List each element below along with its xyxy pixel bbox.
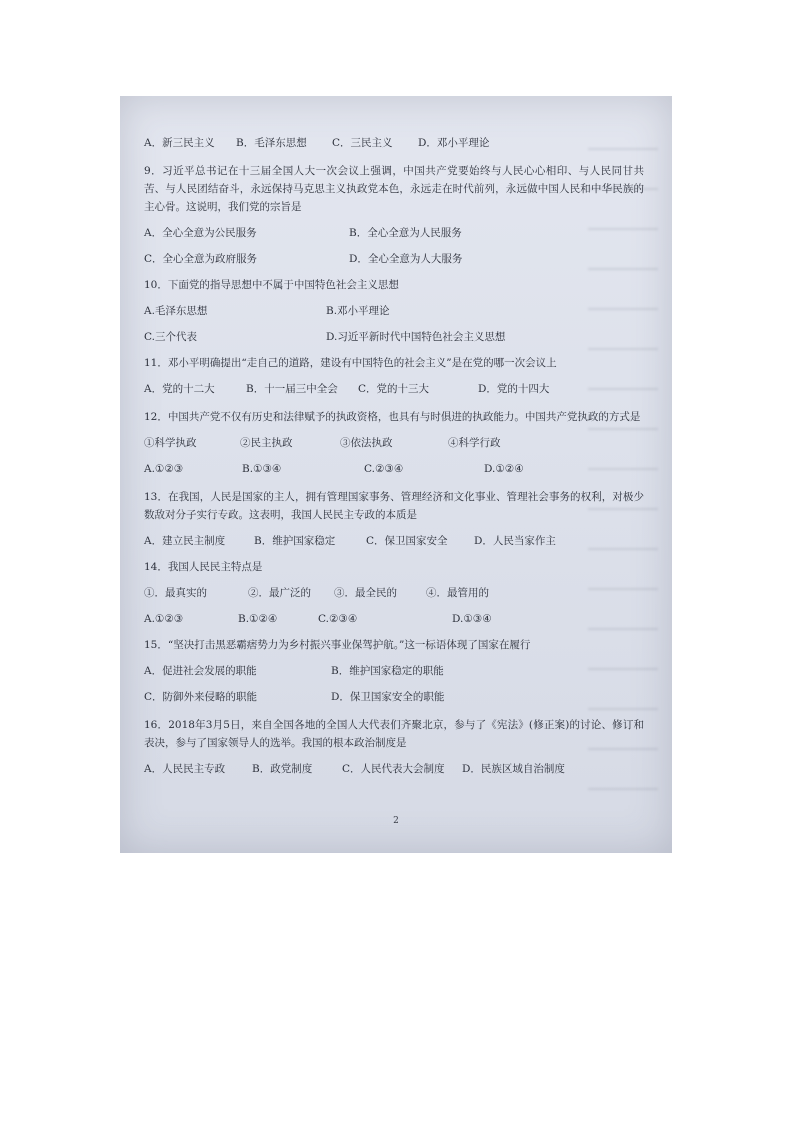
q14-item-4: ④．最管用的: [426, 587, 489, 599]
q11-stem: 11．邓小平明确提出“走自己的道路，建设有中国特色的社会主义”是在党的哪一次会议上: [144, 357, 557, 369]
q13-option-a: A．建立民主制度: [144, 535, 226, 547]
q9-options-row2: [144, 252, 644, 266]
q12-item-1: ①科学执政: [144, 437, 197, 449]
page-number: 2: [393, 816, 399, 826]
q12-option-d: D.①②④: [484, 463, 524, 475]
q12-item-4: ④科学行政: [448, 437, 501, 449]
q12-stem: 12．中国共产党不仅有历史和法律赋予的执政资格，也具有与时俱进的执政能力。中国共产党执政的方式是: [144, 411, 641, 423]
q15-option-d: D．保卫国家安全的职能: [331, 691, 445, 703]
q14-option-b: B.①②④: [238, 613, 278, 625]
q14-options: [144, 612, 644, 626]
q16-options: [144, 762, 644, 776]
q10-option-c: C.三个代表: [144, 331, 197, 343]
q9-option-a: A．全心全意为公民服务: [144, 227, 257, 239]
q16-option-d: D．民族区域自治制度: [462, 763, 565, 775]
q16-option-c: C．人民代表大会制度: [342, 763, 445, 775]
q10-options-row1: [144, 304, 644, 318]
q16-option-b: B．政党制度: [252, 763, 313, 775]
q10-option-b: B.邓小平理论: [326, 305, 390, 317]
q8-option-b: B．毛泽东思想: [236, 137, 307, 149]
q12-item-2: ②民主执政: [240, 437, 293, 449]
q10-option-d: D.习近平新时代中国特色社会主义思想: [326, 331, 506, 343]
q14-item-3: ③．最全民的: [334, 587, 397, 599]
q14-items: [144, 586, 644, 600]
q8-options: [144, 136, 644, 150]
q13-options: [144, 534, 644, 548]
q14-option-c: C.②③④: [318, 613, 358, 625]
q9-option-c: C．全心全意为政府服务: [144, 253, 258, 265]
q11-options: [144, 382, 644, 396]
q14-stem: 14．我国人民民主特点是: [144, 561, 263, 573]
q16-option-a: A．人民民主专政: [144, 763, 226, 775]
q12-option-c: C.②③④: [364, 463, 404, 475]
q12-option-b: B.①③④: [242, 463, 282, 475]
q13-stem: 13．在我国，人民是国家的主人，拥有管理国家事务、管理经济和文化事业、管理社会事务的权利，对极少数敌对分子实行专政。这表明，我国人民民主专政的本质是: [144, 491, 644, 521]
q8-option-c: C．三民主义: [332, 137, 393, 149]
q13-option-d: D．人民当家作主: [474, 535, 556, 547]
q11-option-a: A．党的十二大: [144, 383, 215, 395]
q12-item-3: ③依法执政: [340, 437, 393, 449]
q11-option-d: D．党的十四大: [478, 383, 550, 395]
q13-option-b: B．维护国家稳定: [254, 535, 336, 547]
q12-options: [144, 462, 644, 476]
q14-item-2: ②．最广泛的: [248, 587, 311, 599]
q8-option-d: D．邓小平理论: [418, 137, 490, 149]
q11-option-c: C．党的十三大: [358, 383, 430, 395]
scanned-exam-page: [120, 96, 672, 853]
q15-option-b: B．维护国家稳定的职能: [331, 665, 444, 677]
q16-stem: 16．2018年3月5日，来自全国各地的全国人大代表们齐聚北京，参与了《宪法》(修正案)的讨论、修订和表决，参与了国家领导人的选举。我国的根本政治制度是: [144, 719, 644, 749]
exam-content: [144, 136, 644, 776]
q10-options-row2: [144, 330, 644, 344]
q14-item-1: ①．最真实的: [144, 587, 207, 599]
q12-items: [144, 436, 644, 450]
q9-option-b: B．全心全意为人民服务: [349, 227, 462, 239]
q8-option-a: A．新三民主义: [144, 137, 215, 149]
q9-options-row1: [144, 226, 644, 240]
q15-options-row1: [144, 664, 644, 678]
q9-option-d: D．全心全意为人大服务: [349, 253, 463, 265]
q15-option-a: A．促进社会发展的职能: [144, 665, 257, 677]
q10-stem: 10．下面党的指导思想中不属于中国特色社会主义思想: [144, 279, 399, 291]
q10-option-a: A.毛泽东思想: [144, 305, 208, 317]
q14-option-d: D.①③④: [452, 613, 492, 625]
q15-options-row2: [144, 690, 644, 704]
q13-option-c: C．保卫国家安全: [366, 535, 448, 547]
q12-option-a: A.①②③: [144, 463, 184, 475]
q9-stem: 9．习近平总书记在十三届全国人大一次会议上强调，中国共产党要始终与人民心心相印、与人民同甘共苦、与人民团结奋斗，永远保持马克思主义执政党本色，永远走在时代前列，永远做中国人民和中华民族的主心骨。这说明，我们党的宗旨是: [144, 165, 644, 213]
q15-option-c: C．防御外来侵略的职能: [144, 691, 258, 703]
q11-option-b: B．十一届三中全会: [246, 383, 338, 395]
q14-option-a: A.①②③: [144, 613, 184, 625]
q15-stem: 15．“坚决打击黑恶霸痞势力为乡村振兴事业保驾护航。”这一标语体现了国家在履行: [144, 639, 531, 651]
